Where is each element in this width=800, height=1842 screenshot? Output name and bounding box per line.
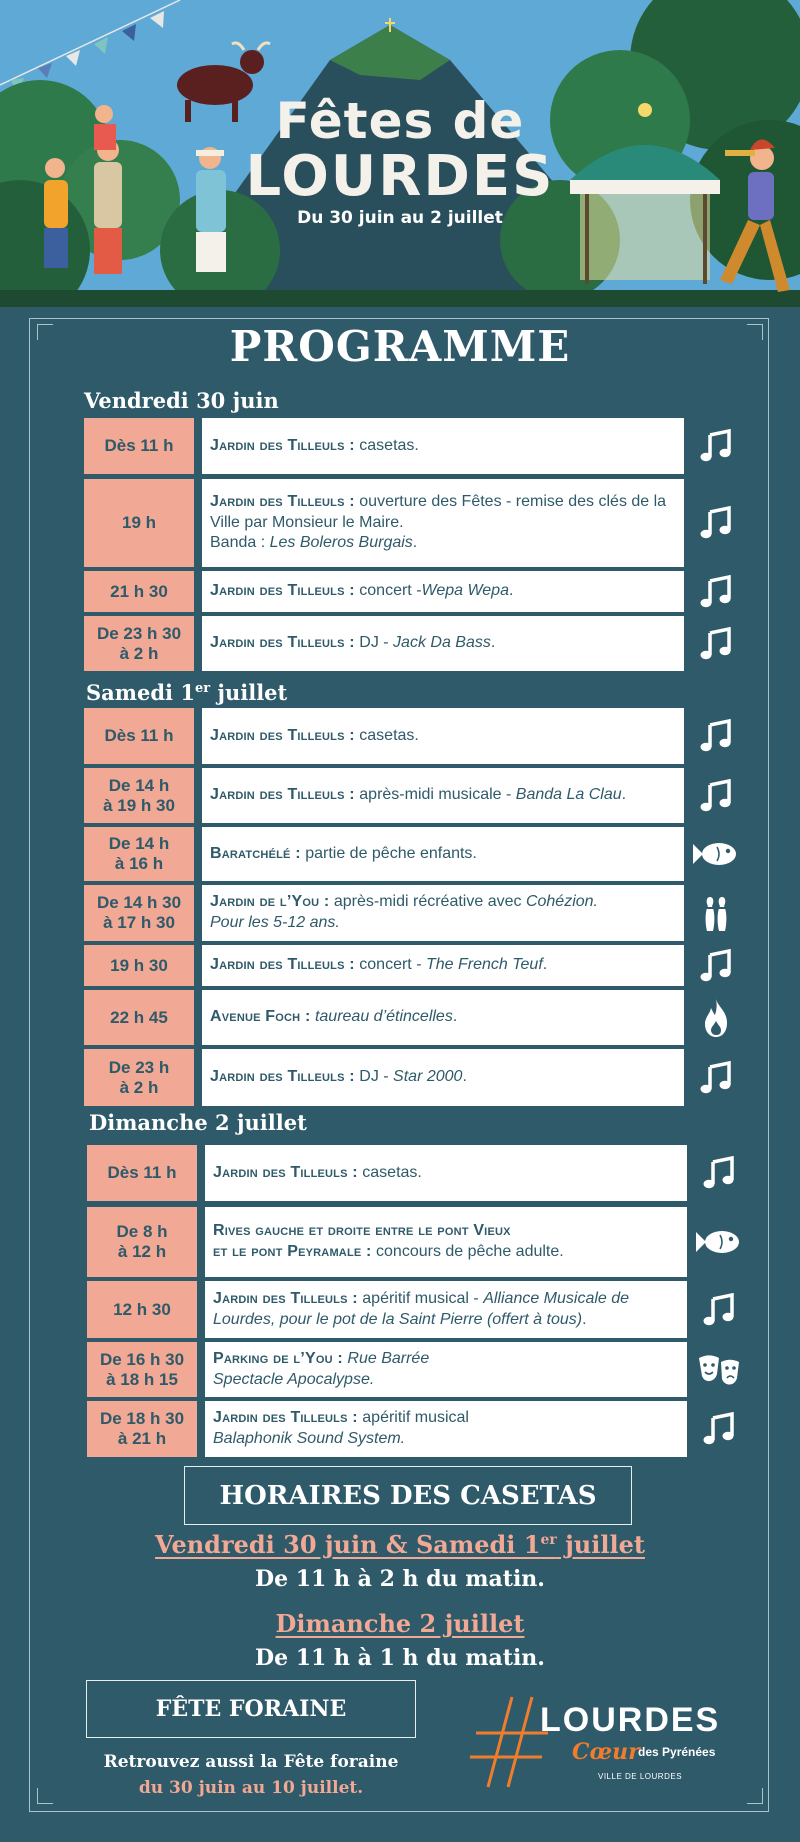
event-text: après-midi récréative avec	[329, 893, 526, 911]
fish-icon	[687, 1207, 751, 1277]
event-text: Banda :	[210, 534, 270, 552]
event-text: concert -	[354, 582, 422, 600]
event-time: Dès 11 h	[84, 418, 194, 474]
music-note-icon	[687, 1401, 751, 1457]
event-text: DJ -	[354, 1068, 394, 1086]
event-row	[84, 990, 748, 1045]
event-place: Jardin des Tilleuls :	[210, 786, 355, 804]
programme-title: PROGRAMME	[229, 322, 571, 371]
event-description	[205, 1145, 687, 1201]
casetas-period-text: Vendredi 30 juin & Samedi 1	[155, 1530, 541, 1559]
event-place: Jardin des Tilleuls :	[210, 436, 355, 454]
event-text: .	[582, 1310, 587, 1328]
casetas-title: HORAIRES DES CASETAS	[184, 1466, 632, 1525]
event-row	[84, 708, 748, 764]
casetas-hours-2: De 11 h à 1 h du matin.	[255, 1645, 545, 1671]
event-row	[84, 418, 748, 474]
bowling-pins-icon	[684, 885, 748, 941]
event-text: apéritif musical	[357, 1409, 469, 1427]
event-row	[84, 945, 748, 986]
event-text: concert -	[354, 956, 426, 974]
day-title-text: juillet	[210, 680, 288, 705]
event-text: casetas.	[354, 726, 419, 744]
event-performer: The French Teuf	[425, 956, 543, 974]
event-time: De 8 h à 12 h	[87, 1207, 197, 1277]
event-row	[87, 1145, 751, 1201]
event-row	[84, 479, 748, 567]
event-description	[202, 990, 684, 1045]
day-title-saturday	[86, 680, 287, 705]
event-place: Baratchélé :	[210, 844, 301, 862]
event-place: Jardin des Tilleuls :	[213, 1163, 358, 1181]
event-row	[87, 1401, 751, 1457]
music-note-icon	[684, 616, 748, 671]
logo-tagline-script: Cœur	[572, 1739, 640, 1765]
event-place: Jardin des Tilleuls :	[210, 492, 355, 510]
event-place: Jardin des Tilleuls :	[213, 1409, 358, 1427]
event-description	[202, 885, 684, 941]
event-row	[87, 1281, 751, 1338]
event-note: Spectacle Apocalypse.	[213, 1370, 375, 1388]
event-text: .	[462, 1068, 467, 1086]
event-note: Pour les 5-12 ans.	[210, 914, 340, 931]
frame-corner-ornament	[37, 1788, 53, 1804]
music-note-icon	[684, 768, 748, 823]
logo-hashtag-mark	[470, 1695, 550, 1790]
event-text: .	[490, 634, 496, 652]
fete-foraine-line2: du 30 juin au 10 juillet.	[138, 1777, 364, 1798]
music-note-icon	[684, 571, 748, 612]
event-time: De 23 h à 2 h	[84, 1049, 194, 1106]
casetas-period-1	[0, 1530, 800, 1559]
event-time: 22 h 45	[84, 990, 194, 1045]
event-time: 19 h 30	[84, 945, 194, 986]
event-text: casetas.	[357, 1163, 422, 1181]
event-text: .	[412, 534, 418, 552]
event-time: Dès 11 h	[87, 1145, 197, 1201]
event-time: De 18 h 30 à 21 h	[87, 1401, 197, 1457]
event-place: Jardin des Tilleuls :	[210, 582, 355, 600]
event-text: ouverture des Fêtes - remise des clés de la Ville par Monsieur le Maire.	[210, 492, 667, 531]
casetas-hours-1: De 11 h à 2 h du matin.	[255, 1566, 545, 1592]
event-description	[205, 1401, 687, 1457]
theater-masks-icon	[687, 1342, 751, 1397]
day-title-friday: Vendredi 30 juin	[84, 388, 279, 413]
day-title-sup: er	[194, 681, 211, 696]
logo-tagline: des Pyrénées	[638, 1745, 716, 1759]
event-performer: Balaphonik Sound System.	[213, 1430, 406, 1447]
event-time: Dès 11 h	[84, 708, 194, 764]
event-text: .	[508, 582, 514, 600]
event-text: .	[542, 956, 548, 974]
music-note-icon	[684, 479, 748, 567]
event-place: Avenue Foch :	[210, 1008, 311, 1026]
event-performer: Star 2000	[393, 1068, 463, 1086]
music-note-icon	[684, 418, 748, 474]
logo-name: LOURDES	[540, 1701, 721, 1739]
event-place: Jardin des Tilleuls :	[213, 1289, 358, 1307]
event-row	[84, 885, 748, 941]
hero-dates: Du 30 juin au 2 juillet	[297, 208, 503, 228]
event-text: .	[621, 786, 627, 804]
casetas-period-text: juillet	[556, 1530, 645, 1559]
event-description	[202, 708, 684, 764]
event-row	[84, 768, 748, 823]
event-text: après-midi musicale -	[354, 786, 516, 804]
event-description	[202, 1049, 684, 1106]
fish-icon	[684, 827, 748, 881]
event-text: casetas.	[354, 436, 419, 454]
event-text: .	[452, 1008, 458, 1026]
event-row	[87, 1207, 751, 1277]
event-performer: Wepa Wepa	[421, 582, 509, 600]
fete-foraine-line1: Retrouvez aussi la Fête foraine	[103, 1752, 399, 1772]
event-time: De 16 h 30 à 18 h 15	[87, 1342, 197, 1397]
event-description	[202, 418, 684, 474]
event-time: De 14 h à 19 h 30	[84, 768, 194, 823]
event-description	[205, 1207, 687, 1277]
event-performer: Cohézion.	[525, 893, 598, 911]
event-place: Jardin des Tilleuls :	[210, 634, 355, 652]
event-place: Rives gauche et droite entre le pont Vieux	[213, 1222, 511, 1240]
event-time: De 23 h 30 à 2 h	[84, 616, 194, 671]
event-description	[202, 827, 684, 881]
event-text: partie de pêche enfants.	[300, 844, 477, 862]
music-note-icon	[684, 708, 748, 764]
event-row	[84, 827, 748, 881]
event-time: De 14 h à 16 h	[84, 827, 194, 881]
event-place: Jardin des Tilleuls :	[210, 956, 355, 974]
flame-icon	[684, 990, 748, 1045]
event-performer: Rue Barrée	[347, 1349, 430, 1367]
event-text: DJ -	[354, 634, 394, 652]
music-note-icon	[684, 945, 748, 986]
casetas-period-2: Dimanche 2 juillet	[275, 1609, 525, 1638]
event-row	[84, 1049, 748, 1106]
frame-corner-ornament	[747, 1788, 763, 1804]
event-place: Jardin de l’You :	[210, 893, 330, 911]
event-row	[84, 571, 748, 612]
lourdes-logo	[470, 1695, 720, 1790]
event-text: concours de pêche adulte.	[371, 1243, 564, 1260]
event-description	[202, 945, 684, 986]
event-description	[205, 1342, 687, 1397]
event-place: et le pont Peyramale :	[213, 1243, 372, 1260]
event-description	[202, 479, 684, 567]
logo-ville: VILLE DE LOURDES	[598, 1772, 683, 1781]
fete-foraine-title: FÊTE FORAINE	[86, 1680, 416, 1738]
event-row	[84, 616, 748, 671]
fete-foraine-text	[84, 1750, 418, 1801]
event-time: 21 h 30	[84, 571, 194, 612]
event-performer: Banda La Clau	[515, 786, 622, 804]
event-description	[205, 1281, 687, 1338]
day-title-sunday: Dimanche 2 juillet	[89, 1110, 307, 1135]
event-description	[202, 768, 684, 823]
event-performer: Alliance Musicale de Lourdes, pour le pot de la Saint Pierre (offert à tous)	[213, 1289, 630, 1328]
event-description	[202, 616, 684, 671]
hero-illustration	[0, 0, 800, 307]
event-time: De 14 h 30 à 17 h 30	[84, 885, 194, 941]
music-note-icon	[687, 1145, 751, 1201]
music-note-icon	[684, 1049, 748, 1106]
hero-title-line2: LOURDES	[245, 144, 555, 209]
event-performer: taureau d’étincelles	[314, 1008, 453, 1026]
event-time: 19 h	[84, 479, 194, 567]
event-place: Parking de l’You :	[213, 1349, 343, 1367]
event-row	[87, 1342, 751, 1397]
event-place: Jardin des Tilleuls :	[210, 1068, 355, 1086]
event-performer: Jack Da Bass	[393, 634, 491, 652]
event-text: apéritif musical -	[357, 1289, 484, 1307]
event-description	[202, 571, 684, 612]
event-place: Jardin des Tilleuls :	[210, 726, 355, 744]
day-title-text: Samedi 1	[86, 680, 195, 705]
casetas-period-sup: er	[540, 1532, 557, 1548]
event-performer: Les Boleros Burgais	[269, 534, 413, 552]
hero-title-line1: Fêtes de	[275, 92, 525, 150]
event-time: 12 h 30	[87, 1281, 197, 1338]
music-note-icon	[687, 1281, 751, 1338]
